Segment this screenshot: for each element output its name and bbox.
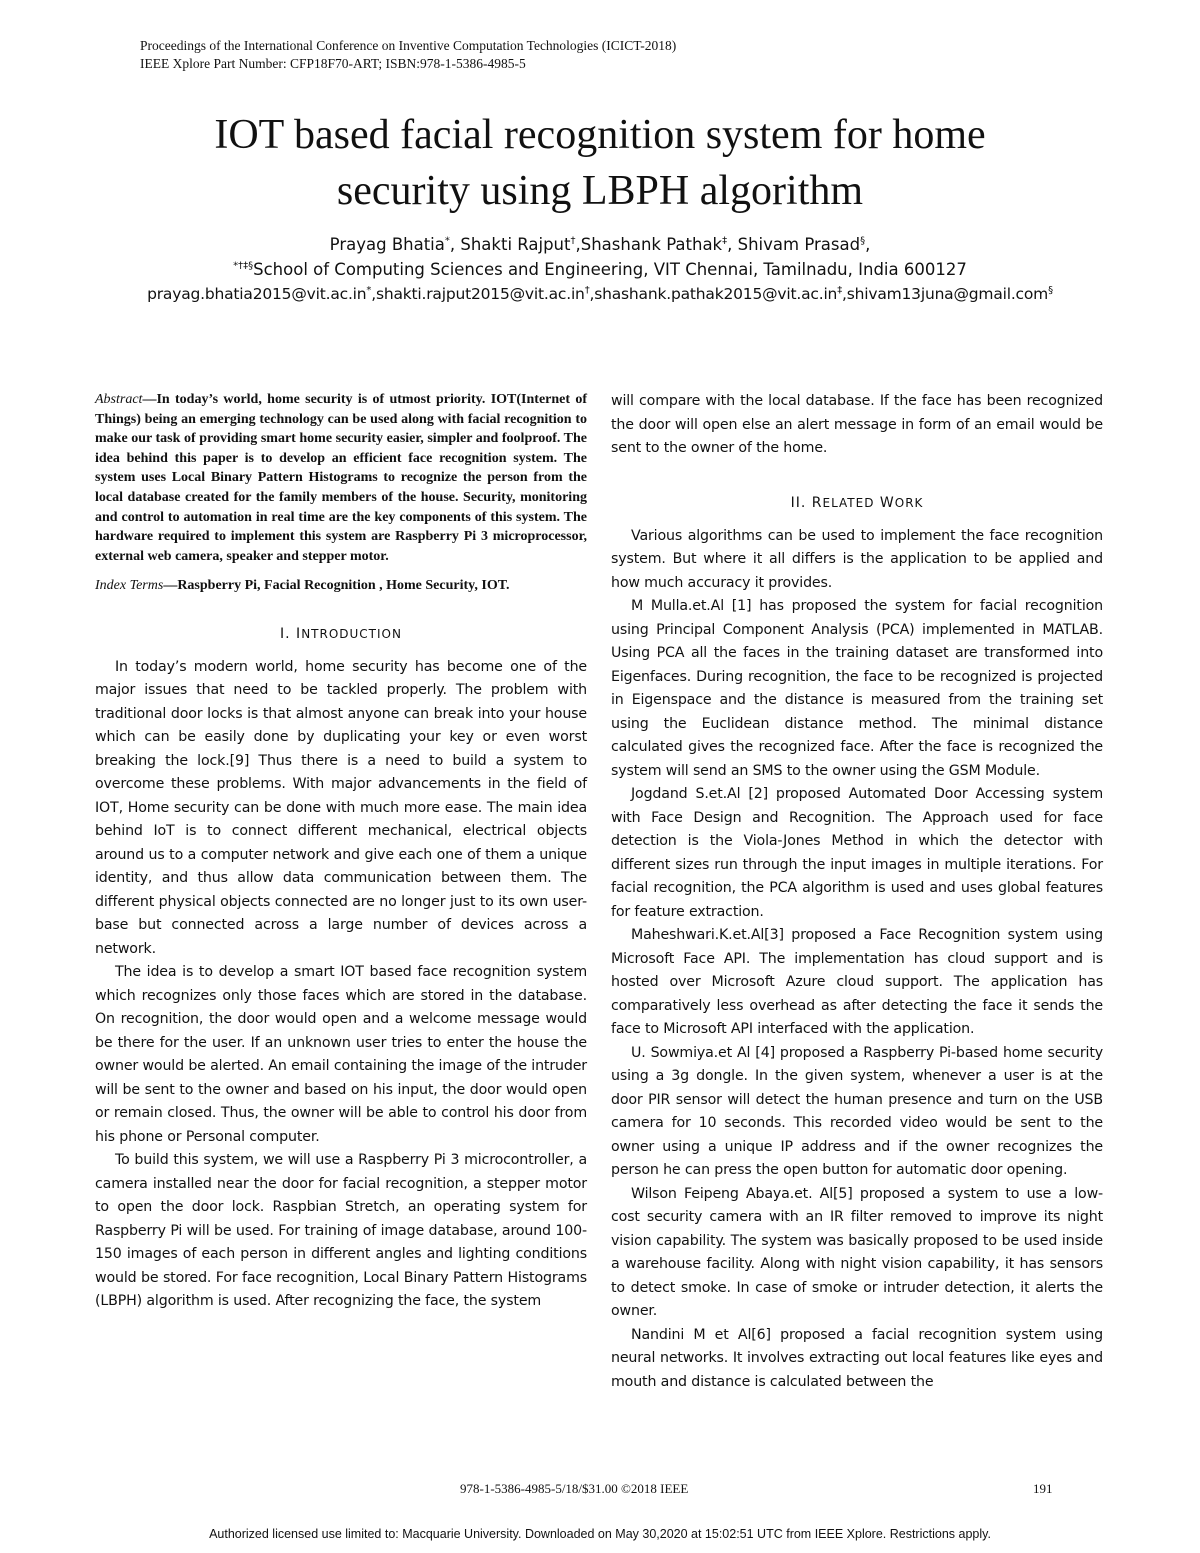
email-mark: † xyxy=(584,284,590,296)
section-title-initial: R xyxy=(811,494,823,511)
right-column xyxy=(611,390,1103,1394)
page-number: 191 xyxy=(1033,1481,1053,1496)
paragraph: To build this system, we will use a Raspberry Pi 3 microcontroller, a camera installed near the door for facial recognition, a stepper motor to open the door lock. Raspbian Stretch, an operating system for Raspberry Pi will be used. For training of image database, around 100-150 images of each person in different angles and lighting conditions would be stored. For face recognition, Local Binary Pattern Histograms (LBPH) algorithm is used. After recognizing the face, the system xyxy=(95,1152,587,1310)
abstract xyxy=(95,390,587,566)
title-line-1: IOT based facial recognition system for home xyxy=(214,112,986,158)
section-title-rest: ELATED xyxy=(822,495,875,510)
author-mark: ‡ xyxy=(722,235,728,247)
paragraph: Maheshwari.K.et.Al[3] proposed a Face Recognition system using Microsoft Face API. The implementation has cloud support and is hosted over Microsoft Azure cloud support. The application has comparatively less overhead as after detecting the face it sends the face to Microsoft API interfaced with the application. xyxy=(611,927,1103,1037)
author-block xyxy=(0,232,1200,307)
affiliation xyxy=(0,257,1200,282)
email-link[interactable]: shakti.rajput2015@vit.ac.in xyxy=(375,285,585,303)
left-column xyxy=(95,390,587,1314)
section-number: I. xyxy=(280,625,291,642)
section-heading-introduction xyxy=(95,626,587,642)
author-names: Prayag Bhatia*, Shakti Rajput†,Shashank Pathak‡, Shivam Prasad§, xyxy=(329,235,871,254)
email-link[interactable]: prayag.bhatia2015@vit.ac.in xyxy=(147,285,367,303)
paragraph: The idea is to develop a smart IOT based face recognition system which recognizes only those faces which are stored in the database. On recognition, the door would open and a welcome message would be there for the user. If an unknown user tries to enter the house the owner would be alerted. An email containing the image of the intruder will be sent to the owner and based on his input, the door would open or remain closed. Thus, the owner will be able to control his door from his phone or Personal computer. xyxy=(95,964,587,1145)
section-number: II. xyxy=(790,494,807,511)
email-link[interactable]: shivam13juna@gmail.com xyxy=(846,285,1049,303)
paragraph: In today’s modern world, home security has become one of the major issues that need to be tackled properly. The problem with traditional door locks is that almost anyone can break into your house which can be easily done by duplicating your key or even worst breaking the lock.[9] Thus there is a need to build a system to overcome these problems. With major advancements in the field of IOT, Home security can be done with much more ease. The main idea behind IoT is to connect different mechanical, electrical objects around us to a computer network and give each one of them a unique identity, and thus allow data communication between them. The different physical objects connected are no longer just to its own user-base but connected across a large number of devices across a network. xyxy=(95,658,587,957)
section-title-initial: I xyxy=(296,625,302,642)
author-mark: † xyxy=(570,235,576,247)
author-emails: prayag.bhatia2015@vit.ac.in*,shakti.rajput2015@vit.ac.in†,shashank.pathak2015@vit.ac.in‡,shivam13juna@gmail.com§ xyxy=(147,284,1053,303)
section-title-rest: ORK xyxy=(894,495,924,510)
affiliation-marks: *†‡§ xyxy=(233,260,254,272)
author-mark: * xyxy=(444,235,450,247)
author-mark: § xyxy=(860,235,866,247)
copyright-footer: 978-1-5386-4985-5/18/$31.00 ©2018 IEEE xyxy=(460,1481,689,1496)
index-terms-label: Index Terms xyxy=(95,578,164,594)
email-mark: * xyxy=(366,284,372,296)
abstract-label: Abstract xyxy=(95,392,143,407)
paragraph: U. Sowmiya.et Al [4] proposed a Raspberry Pi-based home security using a 3g dongle. In the given system, whenever a user is at the door PIR sensor will detect the human presence and turn on the USB camera for 10 seconds. This recorded video would be sent to the owner using a unique IP address and if the owner recognizes the person he can press the open button for automatic door opening. xyxy=(611,1044,1103,1178)
paragraph: Wilson Feipeng Abaya.et. Al[5] proposed a system to use a low-cost security camera with an IR filter removed to improve its night vision capability. The system was basically proposed to be used inside a warehouse facility. Along with night vision capability, it has sensors to detect smoke. In case of smoke or intruder detection, it alerts the owner. xyxy=(611,1185,1103,1319)
paragraph: Jogdand S.et.Al [2] proposed Automated Door Accessing system with Face Design and Recognition. The Approach used for face detection is the Viola-Jones Method in which the detector with different sizes run through the input images in multiple iterations. For facial recognition, the PCA algorithm is used and uses global features for feature extraction. xyxy=(611,786,1103,920)
email-mark: ‡ xyxy=(837,284,842,296)
author-name: Shashank Pathak xyxy=(580,235,723,254)
proceedings-line: Proceedings of the International Conference on Inventive Computation Technologies (ICICT-2018) xyxy=(140,38,677,53)
section-heading-related-work xyxy=(611,495,1103,511)
section-title-rest: NTRODUCTION xyxy=(301,626,402,641)
paragraph: Nandini M et Al[6] proposed a facial recognition system using neural networks. It involves extracting out local features like eyes and mouth and distance is calculated between the xyxy=(611,1326,1103,1390)
paragraph-continuation: will compare with the local database. If the face has been recognized the door will open else an alert message in form of an email would be sent to the owner of the home. xyxy=(611,393,1103,456)
proceedings-header xyxy=(140,37,676,73)
index-terms xyxy=(95,576,587,596)
section-title-initial: W xyxy=(879,494,895,511)
paragraph: M Mulla.et.Al [1] has proposed the system for facial recognition using Principal Component Analysis (PCA) implemented in MATLAB. Using PCA all the faces in the training dataset are transformed into Eigenfaces. During recognition, the face to be recognized is projected in Eigenspace and the distance is measured from the training set using the Euclidean distance method. The minimal distance calculated gives the recognized face. After the face is recognized the system will send an SMS to the owner using the GSM Module. xyxy=(611,598,1103,779)
title-line-2: security using LBPH algorithm xyxy=(336,168,864,214)
paper-title xyxy=(0,107,1200,219)
author-name: Prayag Bhatia xyxy=(329,235,445,254)
license-notice: Authorized licensed use limited to: Macquarie University. Downloaded on May 30,2020 at 15:02:51 UTC from IEEE Xplore. Restrictions apply. xyxy=(209,1527,991,1541)
affiliation-text: School of Computing Sciences and Engineering, VIT Chennai, Tamilnadu, India 600127 xyxy=(253,260,967,279)
author-name: Shivam Prasad xyxy=(737,235,861,254)
author-name: Shakti Rajput xyxy=(460,235,571,254)
abstract-text: —In today’s world, home security is of utmost priority. IOT(Internet of Things) being an emerging technology can be used along with facial recognition to make our task of providing smart home security easier, simpler and foolproof. The idea behind this paper is to develop an efficient face recognition system. The system uses Local Binary Pattern Histograms to recognize the person from the local database created for the family members of the house. Security, monitoring and control to automation in real time are the key components of this system. The hardware required to implement this system are Raspberry Pi 3 microprocessor, external web camera, speaker and stepper motor. xyxy=(95,392,587,564)
index-terms-text: —Raspberry Pi, Facial Recognition , Home Security, IOT. xyxy=(163,578,510,594)
isbn-line: IEEE Xplore Part Number: CFP18F70-ART; ISBN:978-1-5386-4985-5 xyxy=(140,56,526,71)
email-link[interactable]: shashank.pathak2015@vit.ac.in xyxy=(594,285,838,303)
email-mark: § xyxy=(1048,284,1053,296)
paragraph: Various algorithms can be used to implement the face recognition system. But where it all differs is the application to be applied and how much accuracy it provides. xyxy=(611,527,1103,591)
